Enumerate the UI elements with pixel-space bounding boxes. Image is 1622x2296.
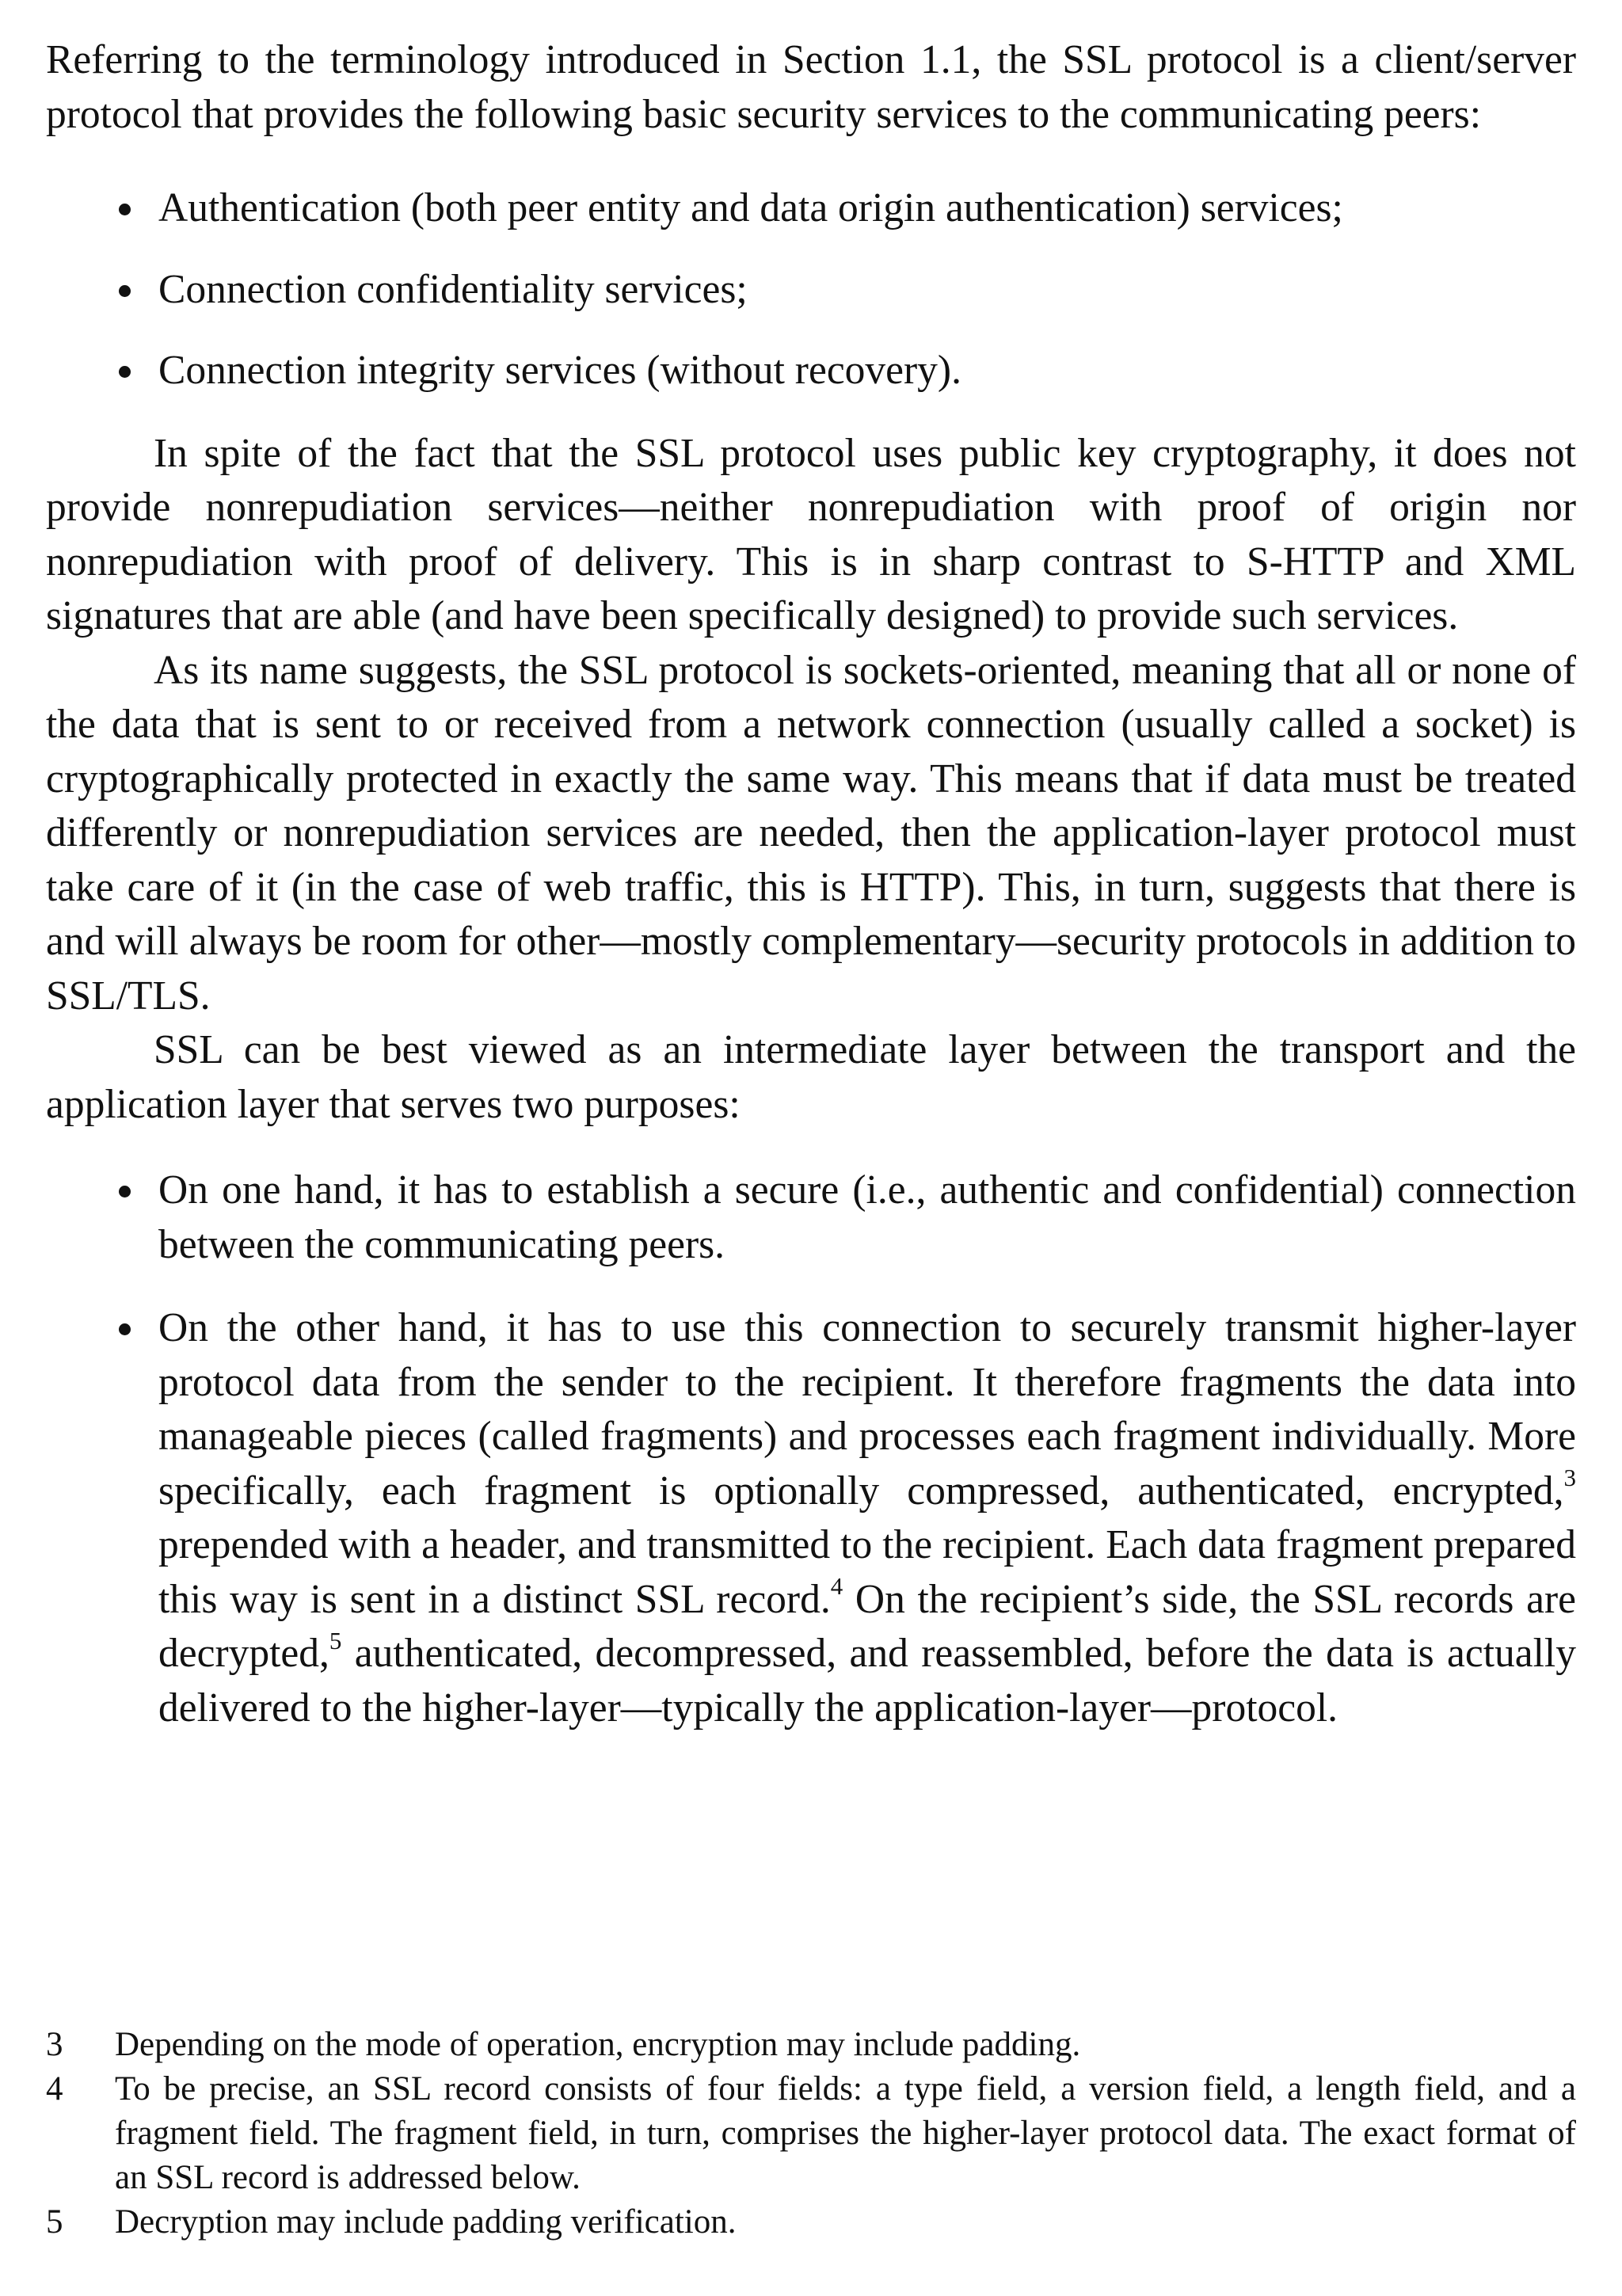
list-item-text: Authentication (both peer entity and data origin authentication) services; [158,185,1343,230]
footnote-ref: 5 [329,1626,342,1654]
footnote-number: 3 [46,2026,63,2063]
bullet-icon [119,1186,131,1197]
footnote-text: Depending on the mode of operation, encryption may include padding. [115,2026,1081,2063]
intro-paragraph: Referring to the terminology introduced in Section 1.1, the SSL protocol is a client/server protocol that provides the following basic security services to the communicating peers: [46,37,1576,137]
list-item-text: On the recipient’s side, the SSL records are decrypted, [158,1576,1576,1676]
footnote-text: To be precise, an SSL record consists of four fields: a type field, a version field, a length field, and a fragment field. The fragment field, in turn, comprises the higher-layer protocol data. The exact format of an SSL record is addressed below. [115,2070,1576,2196]
footnote-number: 4 [46,2070,63,2108]
services-list [46,181,1576,398]
list-item-text: prepended with a header, and transmitted to the recipient. Each data fragment prepared this way is sent in a distinct SSL record. [158,1522,1576,1622]
footnote [46,2023,1576,2067]
list-item-text: Connection confidentiality services; [158,266,748,312]
purposes-list [46,1163,1576,1735]
bullet-icon [119,366,131,378]
list-item [46,1301,1576,1735]
paragraph-sockets: As its name suggests, the SSL protocol is sockets-oriented, meaning that all or none of the data that is sent to or received from a network connection (usually called a socket) is cryptographically protected in exactly the same way. This means that if data must be treated differently or nonrepudiation services are needed, then the application-layer protocol must take care of it (in the case of web traffic, this is HTTP). This, in turn, suggests that there is and will always be room for other—mostly complementary—security protocols in addition to SSL/TLS. [46,647,1576,1019]
footnote-number: 5 [46,2203,63,2241]
footnote [46,2200,1576,2245]
list-item [46,181,1576,236]
paragraph-nonrepudiation: In spite of the fact that the SSL protocol uses public key cryptography, it does not provide nonrepudiation services—neither nonrepudiation with proof of origin nor nonrepudiation with proof of delivery. This is in sharp contrast to S-HTTP and XML signatures that are able (and have been specifically designed) to provide such services. [46,430,1576,638]
bullet-icon [119,285,131,297]
list-item [46,1163,1576,1272]
list-item [46,344,1576,398]
list-item-text: authenticated, decompressed, and reassembled, before the data is actually delivered to the higher-layer—typically the application-layer—protocol. [158,1631,1576,1731]
footnote-text: Decryption may include padding verification. [115,2203,737,2241]
bullet-icon [119,204,131,215]
list-item [46,263,1576,318]
list-item-text: On one hand, it has to establish a secure (i.e., authentic and confidential) connection between the communicating peers. [158,1167,1576,1267]
paragraph-layer: SSL can be best viewed as an intermediate layer between the transport and the application layer that serves two purposes: [46,1027,1576,1127]
footnote-ref: 3 [1563,1464,1576,1492]
page-body [46,33,1576,1735]
list-item-text: On the other hand, it has to use this connection to securely transmit higher-layer protocol data from the sender to the recipient. It therefore fragments the data into manageable pieces (called fragments) and processes each fragment individually. More specifically, each fragment is optionally compressed, authenticated, encrypted, [158,1305,1576,1514]
list-item-text: Connection integrity services (without recovery). [158,348,961,393]
footnote [46,2067,1576,2200]
footnote-ref: 4 [830,1572,843,1601]
bullet-icon [119,1323,131,1335]
footnotes [46,2023,1576,2245]
